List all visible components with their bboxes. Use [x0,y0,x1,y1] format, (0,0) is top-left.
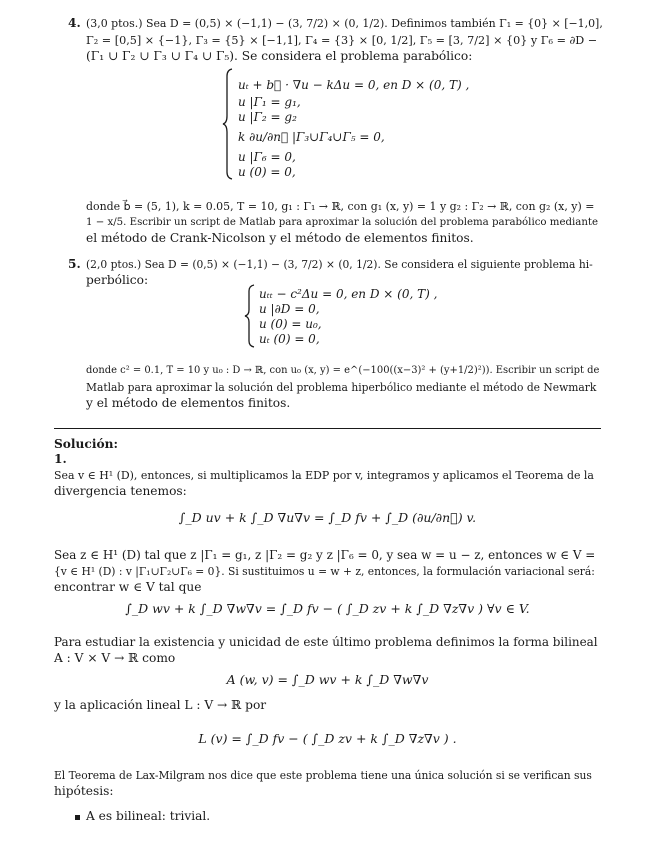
equation-line: u (0) = u₀, [259,317,322,331]
problem-text-line: Γ₂ = [0,5] × {−1}, Γ₃ = {5} × [−1,1], Γ₄ = {3} × [0, 1/2], Γ₅ = [3, 7/2] × {0} y Γ₆ = ∂D − [86,34,598,47]
section-divider [54,428,601,429]
paragraph-line: {v ∈ H¹ (D) : v |Γ₁∪Γ₂∪Γ₆ = 0}. Si sustituimos u = w + z, entonces, la formulación variacional será: [54,565,595,578]
equation-line: u (0) = 0, [238,165,296,179]
paragraph-line: Para estudiar la existencia y unicidad de este último problema definimos la forma bilineal [54,635,598,649]
equation-line: uₜ + b⃗ · ∇u − kΔu = 0, en D × (0, T) , [238,78,470,92]
problem-text-line: (2,0 ptos.) Sea D = (0,5) × (−1,1) − (3, 7/2) × (0, 1/2). Se considera el siguiente problema hi- [86,258,593,271]
problem-text-line: (3,0 ptos.) Sea D = (0,5) × (−1,1) − (3, 7/2) × (0, 1/2). Definimos también Γ₁ = {0} × [−1,0], [86,17,603,30]
paragraph-line: El Teorema de Lax-Milgram nos dice que este problema tiene una única solución si se verifican sus [54,769,592,782]
problem-text-line: donde b⃗ = (5, 1), k = 0.05, T = 10, g₁ : Γ₁ → ℝ, con g₁ (x, y) = 1 y g₂ : Γ₂ → ℝ, con g₂ (x, y) = [86,200,595,213]
display-equation: ∫_D uv + k ∫_D ∇u∇v = ∫_D fv + ∫_D (∂u/∂n⃗) v. [178,510,477,525]
problem-text-line: y el método de elementos finitos. [86,396,291,410]
equation-line: u |Γ₁ = g₁, [238,95,301,109]
problem-text-line: Matlab para aproximar la solución del problema hiperbólico mediante el método de Newmark [86,381,597,394]
display-equation: ∫_D wv + k ∫_D ∇w∇v = ∫_D fv − ( ∫_D zv + k ∫_D ∇z∇v ) ∀v ∈ V. [125,601,530,616]
paragraph-line: divergencia tenemos: [54,484,187,498]
paragraph-line: Sea v ∈ H¹ (D), entonces, si multiplicamos la EDP por v, integramos y aplicamos el Teorema de la [54,469,594,482]
display-equation: L (v) = ∫_D fv − ( ∫_D zv + k ∫_D ∇z∇v ) . [198,731,457,746]
equation-line: u |∂D = 0, [259,302,320,316]
solution-item-number: 1. [54,452,67,466]
equation-line: k ∂u/∂n⃗ |Γ₃∪Γ₄∪Γ₅ = 0, [238,130,385,144]
paragraph-line: y la aplicación lineal L : V → ℝ por [54,698,267,712]
problem-text-line: (Γ₁ ∪ Γ₂ ∪ Γ₃ ∪ Γ₄ ∪ Γ₅). Se considera el problema parabólico: [86,49,473,63]
problem-text-line: perbólico: [86,273,149,287]
paragraph-line: Sea z ∈ H¹ (D) tal que z |Γ₁ = g₁, z |Γ₂ = g₂ y z |Γ₆ = 0, y sea w = u − z, entonces w ∈ V = [54,548,596,562]
problem-text-line: el método de Crank-Nicolson y el método de elementos finitos. [86,231,474,245]
solution-heading: Solución: [54,437,118,451]
problem-text-line: 1 − x/5. Escribir un script de Matlab para aproximar la solución del problema parabólico mediante [86,217,599,228]
paragraph-line: encontrar w ∈ V tal que [54,580,202,594]
system-brace [222,68,234,180]
equation-line: u |Γ₂ = g₂ [238,110,297,124]
equation-line: uₜ (0) = 0, [259,332,320,346]
display-equation: A (w, v) = ∫_D wv + k ∫_D ∇w∇v [226,672,429,687]
problem-text-line: donde c² = 0.1, T = 10 y u₀ : D → ℝ, con u₀ (x, y) = e^(−100((x−3)² + (y+1/2)²)). Escribir un script de [86,365,600,376]
equation-line: u |Γ₆ = 0, [238,150,296,164]
problem-number: 5. [68,257,81,271]
equation-line: uₜₜ − c²Δu = 0, en D × (0, T) , [259,287,438,301]
bullet-marker [75,815,80,820]
bullet-item: A es bilineal: trivial. [86,809,211,823]
paragraph-line: A : V × V → ℝ como [54,651,176,665]
system-brace [244,284,256,348]
paragraph-line: hipótesis: [54,784,114,798]
problem-number: 4. [68,16,81,30]
